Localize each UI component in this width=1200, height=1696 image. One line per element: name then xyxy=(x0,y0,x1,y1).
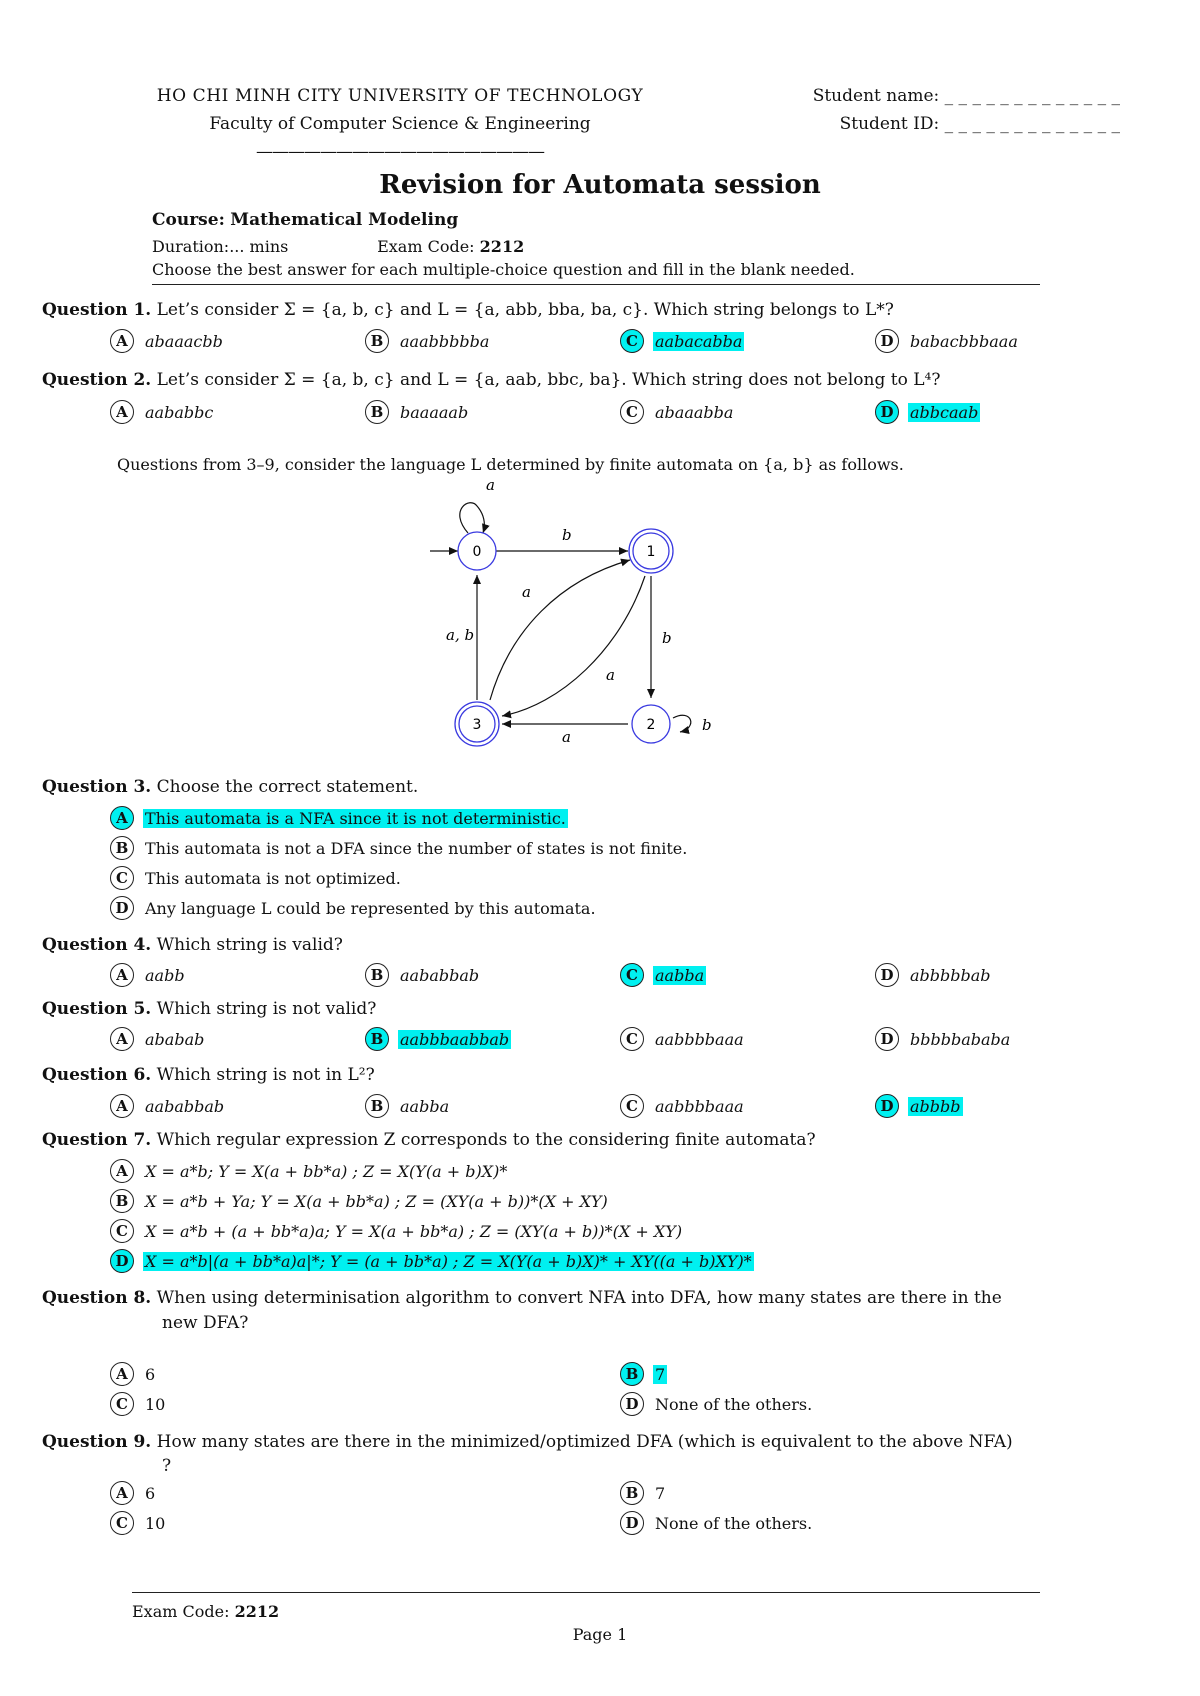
edge-label-0-1: b xyxy=(562,526,572,544)
q5-option-d[interactable]: D bbbbbababa xyxy=(875,1027,1012,1051)
q4-option-c[interactable]: C aabba xyxy=(620,963,706,987)
edge-label-2-3: a xyxy=(562,728,571,746)
page-title: Revision for Automata session xyxy=(379,170,821,200)
course-name: Mathematical Modeling xyxy=(230,210,459,230)
student-name-field: Student name: _ _ _ _ _ _ _ _ _ _ _ _ _ xyxy=(812,86,1120,106)
q1-option-b[interactable]: B aaabbbbba xyxy=(365,329,491,353)
question-5: Question 5. Which string is not valid? xyxy=(42,999,377,1019)
state-0 xyxy=(458,532,496,570)
footer-divider xyxy=(132,1592,1040,1593)
state-1-label: 1 xyxy=(646,544,656,560)
course-line xyxy=(152,210,458,230)
question-2: Question 2. Let’s consider Σ = {a, b, c} and L = {a, aab, bbc, ba}. Which string does not belong to L⁴? xyxy=(42,370,941,390)
q4-option-b[interactable]: B aababbab xyxy=(365,963,481,987)
q6-option-a[interactable]: A aababbab xyxy=(110,1094,226,1118)
edge-label-loop2: b xyxy=(702,716,712,734)
q4-option-d[interactable]: D abbbbbab xyxy=(875,963,993,987)
state-1 xyxy=(629,529,673,573)
exam-code-label: Exam Code: xyxy=(377,237,475,256)
question-4: Question 4. Which string is valid? xyxy=(42,935,343,955)
question-9-cont: ? xyxy=(162,1456,172,1476)
q3-option-a[interactable]: A This automata is a NFA since it is not deterministic. xyxy=(110,806,568,830)
question-1 xyxy=(42,300,894,320)
page-number: Page 1 xyxy=(572,1625,628,1644)
q8-option-d[interactable]: D None of the others. xyxy=(620,1392,814,1416)
student-id-field: Student ID: _ _ _ _ _ _ _ _ _ _ _ _ _ xyxy=(839,114,1120,134)
q5-option-c[interactable]: C aabbbbaaa xyxy=(620,1027,746,1051)
q6-option-d[interactable]: D abbbb xyxy=(875,1094,963,1118)
q7-option-a[interactable]: A X = a*b; Y = X(a + bb*a) ; Z = X(Y(a + b)X)* xyxy=(110,1159,509,1183)
faculty-name: Faculty of Computer Science & Engineering xyxy=(209,114,591,134)
state-2-label: 2 xyxy=(646,717,656,733)
state-3 xyxy=(455,702,499,746)
q9-option-c[interactable]: C 10 xyxy=(110,1511,167,1535)
footer-exam-code: Exam Code: 2212 xyxy=(132,1602,280,1621)
q5-option-b[interactable]: B aabbbaabbab xyxy=(365,1027,511,1051)
exam-code: 2212 xyxy=(479,237,525,256)
q4-option-a[interactable]: A aabb xyxy=(110,963,187,987)
q6-option-b[interactable]: B aabba xyxy=(365,1094,451,1118)
q7-option-c[interactable]: C X = a*b + (a + bb*a)a; Y = X(a + bb*a) ; Z = (XY(a + b))*(X + XY) xyxy=(110,1219,684,1243)
q8-option-a[interactable]: A 6 xyxy=(110,1362,157,1386)
q2-option-b[interactable]: B baaaaab xyxy=(365,400,470,424)
q9-option-a[interactable]: A 6 xyxy=(110,1481,157,1505)
q1-option-c[interactable]: C aabacabba xyxy=(620,329,744,353)
q7-option-d[interactable]: D X = a*b|(a + bb*a)a|*; Y = (a + bb*a) ; Z = X(Y(a + b)X)* + XY((a + b)XY)* xyxy=(110,1249,754,1273)
q8-option-b[interactable]: B 7 xyxy=(620,1362,667,1386)
question-8: Question 8. When using determinisation algorithm to convert NFA into DFA, how many states are there in the xyxy=(42,1288,1002,1308)
q5-option-a[interactable]: A ababab xyxy=(110,1027,206,1051)
exam-info xyxy=(152,237,524,256)
question-8-cont: new DFA? xyxy=(162,1313,249,1333)
q2-option-a[interactable]: A aababbc xyxy=(110,400,215,424)
q7-option-b[interactable]: B X = a*b + Ya; Y = X(a + bb*a) ; Z = (XY(a + b))*(X + XY) xyxy=(110,1189,610,1213)
edge-loop-0 xyxy=(460,503,485,533)
edge-label-loop0: a xyxy=(486,480,495,494)
q6-option-c[interactable]: C aabbbbaaa xyxy=(620,1094,746,1118)
automaton-diagram xyxy=(430,480,750,760)
duration: Duration:... mins xyxy=(152,237,289,256)
question-3: Question 3. Choose the correct statement. xyxy=(42,777,419,797)
state-3-label: 3 xyxy=(472,717,482,733)
q1-option-d[interactable]: D babacbbbaaa xyxy=(875,329,1020,353)
question-9: Question 9. How many states are there in the minimized/optimized DFA (which is equivalent to the above NFA) xyxy=(42,1432,1013,1452)
edge-label-3-0: a, b xyxy=(446,626,475,644)
divider xyxy=(152,284,1040,285)
q3-option-c[interactable]: C This automata is not optimized. xyxy=(110,866,403,890)
q2-option-c[interactable]: C abaaabba xyxy=(620,400,735,424)
q3-option-b[interactable]: B This automata is not a DFA since the number of states is not finite. xyxy=(110,836,689,860)
state-0-label: 0 xyxy=(472,544,482,560)
q2-option-d[interactable]: D abbcaab xyxy=(875,400,980,424)
edge-label-1-2: b xyxy=(662,629,672,647)
header-rule: —————————————————— xyxy=(256,142,544,162)
q1-option-a[interactable]: A abaaacbb xyxy=(110,329,225,353)
university-name: HO CHI MINH CITY UNIVERSITY OF TECHNOLOGY xyxy=(156,86,644,106)
instruction: Choose the best answer for each multiple-choice question and fill in the blank needed. xyxy=(152,260,855,279)
state-2 xyxy=(632,705,670,743)
q3-option-d[interactable]: D Any language L could be represented by this automata. xyxy=(110,896,598,920)
question-6: Question 6. Which string is not in L²? xyxy=(42,1065,375,1085)
question-text: Let’s consider Σ = {a, b, c} and L = {a, abb, bba, ba, c}. Which string belongs to L*? xyxy=(156,300,894,320)
automaton-intro: Questions from 3–9, consider the language L determined by finite automata on {a, b} as follows. xyxy=(117,455,904,474)
question-label: Question 1. xyxy=(42,300,152,320)
edge-label-1-3: a xyxy=(606,666,615,684)
q9-option-b[interactable]: B 7 xyxy=(620,1481,667,1505)
q9-option-d[interactable]: D None of the others. xyxy=(620,1511,814,1535)
edge-loop-2 xyxy=(673,715,691,732)
edge-label-3-1: a xyxy=(522,583,531,601)
question-7: Question 7. Which regular expression Z corresponds to the considering finite automata? xyxy=(42,1130,816,1150)
course-label: Course: xyxy=(152,210,225,230)
q8-option-c[interactable]: C 10 xyxy=(110,1392,167,1416)
